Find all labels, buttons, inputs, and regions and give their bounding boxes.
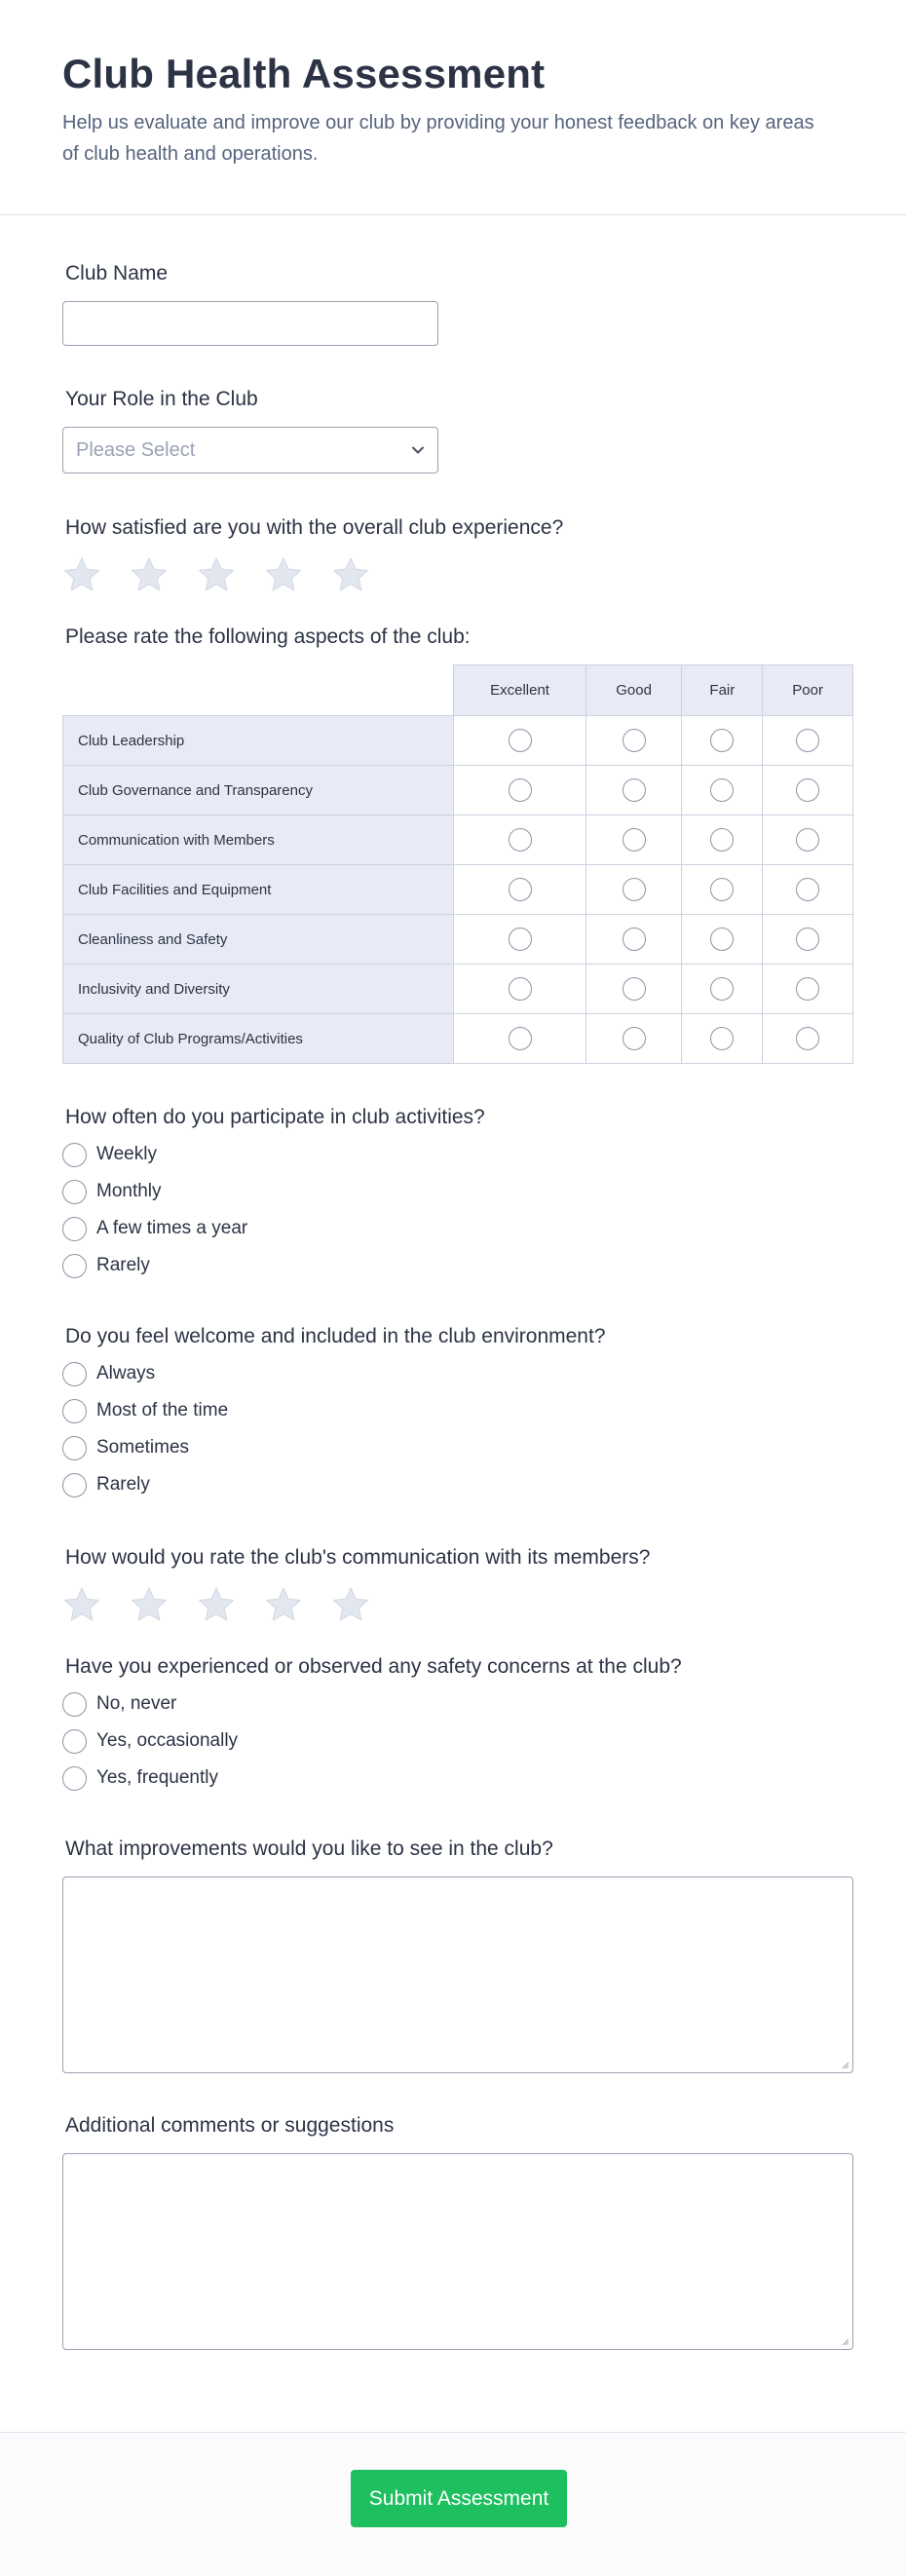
matrix-radio[interactable] (796, 977, 819, 1001)
matrix-cell (682, 766, 763, 815)
matrix-radio[interactable] (623, 729, 646, 752)
matrix-radio[interactable] (509, 729, 532, 752)
option-label: Rarely (96, 1255, 150, 1275)
option-label: Rarely (96, 1474, 150, 1495)
matrix-radio[interactable] (623, 878, 646, 901)
matrix-radio[interactable] (710, 928, 734, 951)
option-label: Always (96, 1363, 156, 1383)
communication-label: How would you rate the club's communication with its members? (65, 1546, 651, 1569)
welcome-field (62, 1325, 852, 1503)
star-icon[interactable] (62, 1585, 130, 1624)
radio-button[interactable] (62, 1180, 87, 1204)
resize-grip-icon[interactable] (840, 2060, 849, 2069)
star-icon[interactable] (264, 1585, 331, 1624)
matrix-row-label: Quality of Club Programs/Activities (63, 1014, 454, 1064)
matrix-row-label: Club Leadership (63, 716, 454, 766)
matrix-cell (682, 1014, 763, 1064)
satisfaction-star-rating[interactable] (62, 555, 852, 594)
matrix-corner (63, 665, 454, 716)
matrix-radio[interactable] (710, 1027, 734, 1050)
star-icon[interactable] (130, 555, 197, 594)
matrix-row (63, 766, 853, 815)
option-label: Monthly (96, 1181, 162, 1201)
radio-button[interactable] (62, 1729, 87, 1754)
matrix-cell (763, 915, 853, 965)
matrix-cell (585, 965, 682, 1014)
improvements-field (62, 1837, 852, 2073)
radio-button[interactable] (62, 1692, 87, 1717)
matrix-cell (682, 865, 763, 915)
matrix-cell (585, 915, 682, 965)
matrix-radio[interactable] (710, 729, 734, 752)
welcome-option[interactable] (62, 1466, 852, 1503)
communication-star-rating[interactable] (62, 1585, 852, 1624)
participation-field (62, 1106, 852, 1284)
participation-options (62, 1136, 852, 1284)
matrix-radio[interactable] (623, 928, 646, 951)
matrix-row-label: Inclusivity and Diversity (63, 965, 454, 1014)
matrix-row-label: Cleanliness and Safety (63, 915, 454, 965)
star-icon[interactable] (197, 555, 264, 594)
matrix-cell (585, 865, 682, 915)
participation-option[interactable] (62, 1210, 852, 1247)
welcome-options (62, 1355, 852, 1503)
matrix-cell (585, 815, 682, 865)
radio-button[interactable] (62, 1436, 87, 1460)
safety-options (62, 1686, 852, 1797)
matrix-cell (454, 766, 585, 815)
satisfaction-field (62, 516, 852, 594)
communication-field (62, 1546, 852, 1624)
matrix-radio[interactable] (509, 778, 532, 802)
welcome-option[interactable] (62, 1355, 852, 1392)
matrix-cell (585, 766, 682, 815)
participation-option[interactable] (62, 1247, 852, 1284)
safety-field (62, 1655, 852, 1797)
participation-option[interactable] (62, 1173, 852, 1210)
matrix-radio[interactable] (509, 828, 532, 852)
matrix-cell (454, 965, 585, 1014)
option-label: A few times a year (96, 1218, 248, 1238)
matrix-cell (454, 815, 585, 865)
matrix-row-label: Club Facilities and Equipment (63, 865, 454, 915)
improvements-textarea[interactable] (62, 1876, 853, 2073)
matrix-radio[interactable] (796, 878, 819, 901)
matrix-row (63, 865, 853, 915)
radio-button[interactable] (62, 1254, 87, 1278)
option-label: Weekly (96, 1144, 157, 1164)
form-body (0, 262, 906, 2350)
role-select[interactable] (62, 427, 438, 474)
safety-label: Have you experienced or observed any safety concerns at the club? (65, 1655, 682, 1678)
matrix-cell (682, 815, 763, 865)
form-title: Club Health Assessment (62, 51, 546, 96)
matrix-radio[interactable] (509, 1027, 532, 1050)
matrix-row (63, 1014, 853, 1064)
matrix-radio[interactable] (710, 878, 734, 901)
matrix-cell (763, 766, 853, 815)
safety-option[interactable] (62, 1760, 852, 1797)
matrix-row-label: Communication with Members (63, 815, 454, 865)
star-icon[interactable] (130, 1585, 197, 1624)
matrix-row (63, 915, 853, 965)
matrix-radio[interactable] (623, 977, 646, 1001)
matrix-cell (454, 716, 585, 766)
matrix-cell (763, 716, 853, 766)
matrix-cell (763, 815, 853, 865)
option-label: Yes, frequently (96, 1767, 218, 1788)
matrix-cell (763, 965, 853, 1014)
matrix-column-header: Excellent (454, 665, 585, 716)
radio-button[interactable] (62, 1143, 87, 1167)
matrix-radio[interactable] (623, 778, 646, 802)
star-icon[interactable] (264, 555, 331, 594)
form-footer (0, 2432, 906, 2576)
matrix-cell (454, 865, 585, 915)
welcome-option[interactable] (62, 1392, 852, 1429)
matrix-radio[interactable] (710, 828, 734, 852)
matrix-cell (585, 1014, 682, 1064)
matrix-cell (585, 716, 682, 766)
matrix-radio[interactable] (623, 1027, 646, 1050)
matrix-row-label: Club Governance and Transparency (63, 766, 454, 815)
aspects-matrix (62, 664, 853, 1064)
matrix-radio[interactable] (796, 828, 819, 852)
participation-label: How often do you participate in club activities? (65, 1106, 485, 1128)
matrix-radio[interactable] (710, 778, 734, 802)
matrix-column-header: Good (585, 665, 682, 716)
satisfaction-label: How satisfied are you with the overall club experience? (65, 516, 564, 539)
option-label: Sometimes (96, 1437, 190, 1458)
improvements-label: What improvements would you like to see in the club? (65, 1837, 553, 1860)
club-name-field (62, 262, 852, 346)
form-header (0, 0, 906, 215)
radio-button[interactable] (62, 1217, 87, 1241)
comments-field (62, 2114, 852, 2350)
matrix-cell (682, 965, 763, 1014)
role-field (62, 388, 852, 474)
matrix-cell (763, 1014, 853, 1064)
radio-button[interactable] (62, 1766, 87, 1791)
matrix-cell (454, 915, 585, 965)
comments-label: Additional comments or suggestions (65, 2114, 395, 2137)
matrix-radio[interactable] (710, 977, 734, 1001)
matrix-column-header: Poor (763, 665, 853, 716)
matrix-radio[interactable] (623, 828, 646, 852)
matrix-radio[interactable] (509, 878, 532, 901)
option-label: No, never (96, 1693, 177, 1714)
matrix-radio[interactable] (509, 977, 532, 1001)
radio-button[interactable] (62, 1473, 87, 1497)
club-name-label: Club Name (65, 262, 169, 284)
matrix-cell (454, 1014, 585, 1064)
welcome-option[interactable] (62, 1429, 852, 1466)
star-icon[interactable] (331, 1585, 398, 1624)
matrix-radio[interactable] (796, 1027, 819, 1050)
safety-option[interactable] (62, 1723, 852, 1760)
star-icon[interactable] (62, 555, 130, 594)
matrix-radio[interactable] (796, 778, 819, 802)
role-label: Your Role in the Club (65, 388, 258, 410)
matrix-radio[interactable] (509, 928, 532, 951)
radio-button[interactable] (62, 1362, 87, 1386)
matrix-row (63, 716, 853, 766)
chevron-down-icon (408, 440, 428, 460)
form-subtitle: Help us evaluate and improve our club by providing your honest feedback on key areas of club health and operations. (62, 112, 814, 165)
matrix-column-header: Fair (682, 665, 763, 716)
star-icon[interactable] (331, 555, 398, 594)
matrix-row (63, 965, 853, 1014)
option-label: Most of the time (96, 1400, 229, 1421)
resize-grip-icon[interactable] (840, 2336, 849, 2346)
matrix-row (63, 815, 853, 865)
matrix-cell (682, 716, 763, 766)
club-name-input[interactable] (62, 301, 438, 346)
safety-option[interactable] (62, 1686, 852, 1723)
matrix-radio[interactable] (796, 928, 819, 951)
radio-button[interactable] (62, 1399, 87, 1423)
matrix-cell (763, 865, 853, 915)
comments-textarea[interactable] (62, 2153, 853, 2350)
participation-option[interactable] (62, 1136, 852, 1173)
role-select-value: Please Select (76, 439, 196, 461)
option-label: Yes, occasionally (96, 1730, 239, 1751)
aspects-label: Please rate the following aspects of the club: (65, 625, 471, 648)
star-icon[interactable] (197, 1585, 264, 1624)
submit-button[interactable]: Submit Assessment (351, 2470, 567, 2527)
aspects-field (62, 625, 852, 1064)
matrix-radio[interactable] (796, 729, 819, 752)
welcome-label: Do you feel welcome and included in the club environment? (65, 1325, 606, 1347)
matrix-cell (682, 915, 763, 965)
